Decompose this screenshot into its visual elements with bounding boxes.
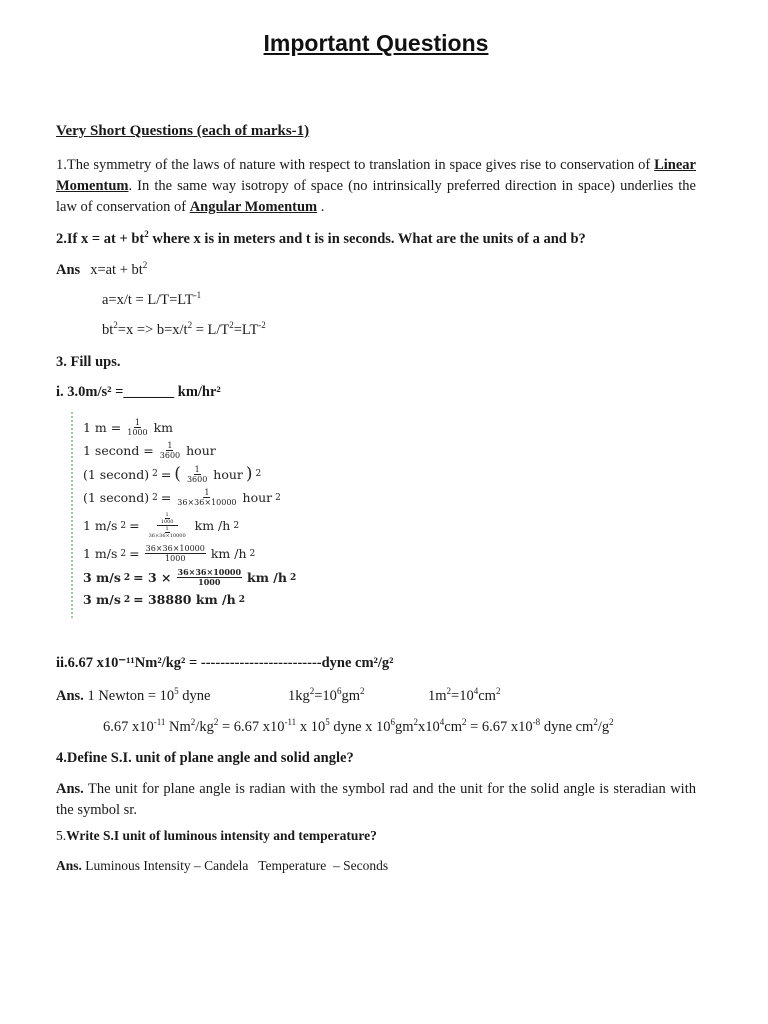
q2-eq2-sup: -1	[193, 290, 202, 301]
q5-answer	[56, 858, 388, 874]
math-text: gm	[341, 688, 360, 704]
math-paren: (	[174, 464, 181, 484]
math-sup: 2	[190, 717, 196, 728]
math-text: 1kg	[288, 688, 310, 704]
ans-label: Ans.	[56, 688, 84, 704]
math-text: = 6.67 x10	[218, 719, 285, 735]
denominator: 1000	[160, 519, 174, 525]
denominator: 36×36×10000	[148, 533, 186, 539]
q2-eq3-sup1: 2	[113, 320, 118, 331]
math-text: 1 m/s	[83, 518, 118, 533]
denominator: 3600	[159, 451, 181, 460]
q5-text: Write S.I unit of luminous intensity and temperature?	[66, 828, 377, 843]
math-row-2	[83, 441, 216, 460]
q2-answer-line-1	[56, 262, 147, 279]
question-3-heading: 3. Fill ups.	[56, 354, 121, 370]
math-text: =10	[451, 688, 474, 704]
math-text: (1 second)	[83, 490, 150, 505]
math-text: 1 m =	[83, 420, 122, 435]
numerator: 1	[194, 464, 200, 474]
q3-ans-a-rest: dyne	[178, 688, 211, 704]
math-text: km /h	[247, 570, 287, 585]
section-heading: Very Short Questions (each of marks-1)	[56, 123, 310, 139]
q3-ans-a-sup: 5	[174, 686, 179, 697]
question-2	[56, 231, 586, 248]
math-sup: 2	[446, 686, 452, 697]
numerator: 1	[167, 441, 173, 450]
math-text: dyne cm	[540, 719, 594, 735]
numerator: 36×36×10000	[145, 544, 205, 553]
math-sup: 2	[413, 717, 419, 728]
q1-text-1: 1.The symmetry of the laws of nature with respect to translation in space gives rise to conservation of	[56, 157, 655, 173]
fraction	[177, 568, 243, 587]
math-text: /kg	[195, 719, 214, 735]
math-text: x 10	[296, 719, 326, 735]
math-text: km /h	[210, 546, 247, 561]
math-sup: -11	[153, 717, 166, 728]
q1-text-3: .	[317, 199, 325, 215]
math-sup: 4	[439, 717, 445, 728]
ans-label: Ans.	[56, 858, 82, 873]
math-text: 3 m/s	[83, 570, 121, 585]
math-sup: 6	[336, 686, 342, 697]
q5-answer-text: Luminous Intensity – Candela Temperature – Seconds	[81, 858, 389, 873]
math-text: cm	[478, 688, 496, 704]
numerator	[157, 512, 178, 526]
math-sup: 2	[495, 686, 501, 697]
math-sup: 2	[213, 717, 219, 728]
math-text: Nm	[165, 719, 191, 735]
math-sup: 2	[309, 686, 315, 697]
math-text: cm	[444, 719, 462, 735]
denominator	[145, 526, 190, 539]
ans-label: Ans	[56, 262, 81, 278]
math-sup: 2	[593, 717, 598, 728]
math-sup: 2	[359, 686, 365, 697]
math-row-8: 3 m/s 2 = 38880 km /h 2	[83, 592, 245, 607]
ans-label: Ans.	[56, 781, 84, 797]
math-text: = 6.67 x10	[466, 719, 533, 735]
q3-answer-line-1	[56, 688, 696, 705]
question-5	[56, 828, 377, 844]
q3-ans-a: 1 Newton = 10	[83, 688, 175, 704]
fraction	[160, 512, 175, 525]
q2-eq3-sup4: -2	[258, 320, 266, 331]
denominator: 3600	[186, 474, 208, 484]
q2-answer-line-3	[102, 322, 266, 339]
math-text: 1 m/s	[83, 546, 118, 561]
q5-number: 5.	[56, 828, 67, 843]
math-text: =	[129, 546, 140, 561]
math-sup: -8	[532, 717, 541, 728]
linear-momentum-term: Linear Momentum	[56, 157, 696, 194]
q2-sup: 2	[144, 229, 149, 240]
fraction	[126, 418, 148, 437]
math-text: km	[153, 420, 174, 435]
math-row-5: 1 m/s 2 = $\frac{\frac{1}{1000}}{\frac{1}{36\times 36\times 10000}}$ km /h 2	[83, 512, 240, 539]
math-text: km /h	[194, 518, 231, 533]
numerator: 1	[204, 488, 210, 497]
math-sup: 2	[609, 717, 614, 728]
math-text: (1 second)	[83, 466, 150, 482]
denominator: 36×36×10000	[177, 498, 237, 507]
math-text: 1m	[428, 688, 447, 704]
math-text: hour	[186, 443, 216, 458]
math-row-1	[83, 418, 173, 437]
math-text: = 38880 km /h	[133, 592, 236, 607]
m-conversion	[428, 688, 500, 705]
q2-text-1: 2.If x = at + bt	[56, 231, 145, 247]
math-row-4: (1 second) 2 = $\frac{1}{36\times 36\times 10000}$ hour 2	[83, 488, 281, 507]
q2-eq3-a: bt	[102, 322, 114, 338]
question-3-part-i: i. 3.0m/s² =_______ km/hr²	[56, 384, 221, 400]
q2-eq3-b: =x => b=x/t	[117, 322, 188, 338]
q2-answer-line-2	[102, 292, 201, 309]
math-sup: -11	[284, 717, 297, 728]
question-1	[56, 155, 696, 218]
numerator: 36×36×10000	[177, 567, 242, 577]
kg-conversion	[288, 688, 364, 705]
math-row-7: 3 m/s 2 = 3 × $\frac{36\times 36\times 10000}{1000}$ km /h 2	[83, 567, 297, 587]
q2-eq3-sup2: 2	[187, 320, 193, 331]
fraction	[159, 441, 181, 460]
math-sup: 2	[462, 717, 467, 728]
math-text: 3 m/s	[83, 592, 121, 607]
angular-momentum-term: Angular Momentum	[189, 199, 318, 215]
denominator: 1000	[127, 428, 148, 437]
unit-conversion-derivation	[71, 412, 381, 618]
q2-eq1-sup: 2	[142, 260, 148, 271]
math-text: x10	[418, 719, 440, 735]
math-text: =	[129, 518, 140, 533]
math-text: =	[160, 490, 172, 505]
q1-text-2: . In the same way isotropy of space (no intrinsically preferred direction in space) underlies the law of conservation of	[56, 178, 696, 215]
q4-answer	[56, 779, 696, 821]
math-sup: 6	[390, 717, 395, 728]
math-sup: 4	[473, 686, 479, 697]
math-text: hour	[242, 490, 273, 505]
fraction	[186, 465, 208, 484]
math-text: 1 second =	[83, 443, 154, 458]
math-text: hour	[213, 466, 243, 482]
numerator: 1	[165, 526, 169, 532]
compound-fraction	[145, 512, 190, 539]
q3-conversion-line	[103, 719, 614, 736]
q2-eq3-d: =LT	[233, 322, 259, 338]
math-text: /g	[597, 719, 610, 735]
q2-eq3-c: = L/T	[192, 322, 230, 338]
fraction	[145, 544, 206, 563]
question-3-part-ii: ii.6.67 x10⁻¹¹Nm²/kg² = -------------------------dyne cm²/g²	[56, 655, 394, 671]
q2-eq3-sup3: 2	[229, 320, 234, 331]
math-text: =	[160, 466, 172, 482]
numerator: 1	[165, 512, 169, 518]
fraction	[176, 488, 237, 507]
math-text: 6.67 x10	[103, 719, 154, 735]
page-title: Important Questions	[263, 30, 489, 56]
math-text: = 3 ×	[133, 570, 172, 585]
q2-eq2: a=x/t = L/T=LT	[102, 292, 194, 308]
math-sup: 5	[325, 717, 330, 728]
math-text: gm	[395, 719, 414, 735]
q2-eq1: x=at + bt	[90, 262, 143, 278]
denominator: 1000	[198, 577, 221, 587]
denominator: 1000	[165, 554, 186, 563]
math-text: =10	[314, 688, 337, 704]
math-text: dyne x 10	[329, 719, 391, 735]
q4-answer-text: The unit for plane angle is radian with the symbol rad and the unit for the solid angle is steradian with the symbol sr.	[56, 781, 696, 818]
math-row-3: (1 second) 2 = ( $\frac{1}{3600}$ hour ) 2	[83, 464, 262, 484]
question-4: 4.Define S.I. unit of plane angle and solid angle?	[56, 750, 354, 766]
fraction	[148, 526, 187, 539]
math-row-6: 1 m/s 2 = $\frac{36\times 36\times 10000}{1000}$ km /h 2	[83, 544, 256, 563]
q2-text-2: where x is in meters and t is in seconds. What are the units of a and b?	[148, 231, 586, 247]
numerator: 1	[134, 418, 140, 427]
math-paren: )	[245, 464, 253, 484]
